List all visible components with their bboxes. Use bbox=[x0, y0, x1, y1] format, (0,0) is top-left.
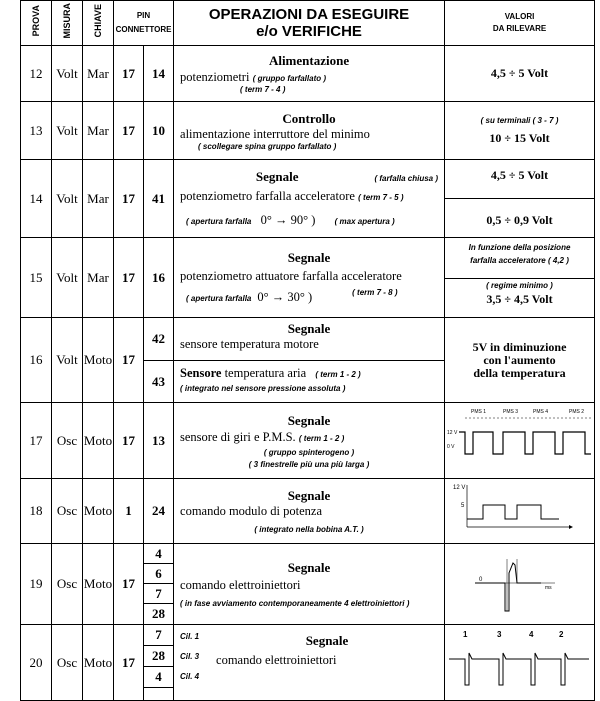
scope-label: PMS 3 bbox=[503, 408, 519, 415]
module-waveform-diagram bbox=[445, 479, 593, 539]
prova-cell: 12 bbox=[21, 46, 52, 102]
procedure-table bbox=[20, 0, 595, 701]
op-note: ( farfalla chiusa ) bbox=[374, 174, 439, 183]
op-note: ( scollegare spina gruppo farfallato ) bbox=[198, 141, 337, 151]
pin-b-cell: 24 bbox=[144, 479, 174, 544]
scope-label: PMS 4 bbox=[533, 408, 549, 415]
op-note: ( term 7 - 8 ) bbox=[352, 288, 398, 297]
header-chiave: CHIAVE bbox=[83, 1, 114, 46]
scope-label: 3 bbox=[497, 630, 502, 639]
pin-b-cell bbox=[144, 318, 174, 403]
op-line: comando elettroiniettori bbox=[180, 578, 301, 592]
scope-label: 4 bbox=[529, 630, 534, 639]
scope-trace bbox=[467, 505, 559, 519]
scope-label: ms bbox=[545, 585, 552, 591]
op-line: potenziometro farfalla acceleratore bbox=[180, 189, 355, 203]
misura-cell: Osc bbox=[52, 479, 83, 544]
scope-label: 12 V bbox=[447, 429, 458, 436]
pin-a-cell: 17 bbox=[114, 318, 144, 403]
op-line: temperatura aria bbox=[221, 365, 307, 380]
scope-label: PMS 1 bbox=[471, 408, 487, 415]
operation-cell bbox=[174, 479, 445, 544]
pin-value: 4 bbox=[144, 544, 173, 564]
value-cell bbox=[445, 403, 595, 479]
pin-value: 42 bbox=[144, 318, 173, 361]
value-text: 0,5 ÷ 0,9 Volt bbox=[486, 213, 553, 227]
value-note: farfalla acceleratore ( 4,2 ) bbox=[470, 255, 569, 265]
op-note: ( gruppo farfallato ) bbox=[252, 74, 327, 83]
pin-a-cell: 17 bbox=[114, 238, 144, 318]
scope-label: PMS 2 bbox=[569, 408, 585, 415]
chiave-cell: Mar bbox=[83, 46, 114, 102]
value-text: con l'aumento bbox=[483, 352, 556, 367]
op-title: Segnale bbox=[287, 320, 331, 336]
value-cell bbox=[445, 238, 595, 318]
cil-label: Cil. 4 bbox=[180, 672, 200, 681]
scope-arrow bbox=[569, 525, 573, 529]
chiave-cell: Moto bbox=[83, 544, 114, 625]
table-row bbox=[21, 102, 595, 160]
value-text: 5V in diminuzione bbox=[472, 339, 567, 354]
table-row bbox=[21, 403, 595, 479]
prova-cell: 15 bbox=[21, 238, 52, 318]
chiave-cell: Moto bbox=[83, 403, 114, 479]
prova-cell: 18 bbox=[21, 479, 52, 544]
misura-cell: Volt bbox=[52, 102, 83, 160]
value-cell bbox=[445, 544, 595, 625]
scope-label: 1 bbox=[463, 630, 468, 639]
op-line: sensore temperatura motore bbox=[180, 336, 319, 351]
value-cell: 4,5 ÷ 5 Volt bbox=[445, 46, 595, 102]
pin-value: 4 bbox=[144, 667, 173, 688]
chiave-cell: Moto bbox=[83, 318, 114, 403]
value-cell bbox=[445, 102, 595, 160]
misura-cell: Volt bbox=[52, 46, 83, 102]
pin-a-cell: 17 bbox=[114, 160, 144, 238]
op-line: sensore di giri e P.M.S. bbox=[180, 429, 296, 444]
op-note: ( integrato nella bobina A.T. ) bbox=[254, 525, 364, 534]
operation-cell bbox=[174, 238, 445, 318]
table-row bbox=[21, 160, 595, 238]
misura-cell: Volt bbox=[52, 318, 83, 403]
pin-value: 6 bbox=[144, 564, 173, 584]
op-line: potenziometri bbox=[180, 70, 250, 84]
op-note: ( term 7 - 4 ) bbox=[240, 85, 286, 94]
value-note: ( regime minimo ) bbox=[486, 280, 553, 290]
op-line: comando modulo di potenza bbox=[180, 504, 322, 518]
prova-cell: 13 bbox=[21, 102, 52, 160]
prova-cell: 20 bbox=[21, 625, 52, 701]
value-text: 10 ÷ 15 Volt bbox=[489, 130, 550, 145]
pin-value: 7 bbox=[144, 584, 173, 604]
op-title: Segnale bbox=[255, 169, 299, 184]
table-row bbox=[21, 625, 595, 701]
pin-a-cell: 17 bbox=[114, 403, 144, 479]
misura-cell: Osc bbox=[52, 403, 83, 479]
op-note: ( term 1 - 2 ) bbox=[298, 433, 345, 443]
chiave-cell: Mar bbox=[83, 102, 114, 160]
operation-cell bbox=[174, 160, 445, 238]
scope-trace bbox=[475, 563, 541, 611]
chiave-cell: Moto bbox=[83, 625, 114, 701]
pin-b-cell: 10 bbox=[144, 102, 174, 160]
op-title: Alimentazione bbox=[268, 53, 350, 68]
prova-cell: 19 bbox=[21, 544, 52, 625]
scope-trace bbox=[449, 653, 589, 685]
operation-cell bbox=[174, 625, 445, 701]
scope-label: 12 V bbox=[453, 485, 466, 491]
value-text: della temperatura bbox=[473, 365, 566, 380]
op-line: alimentazione interruttore del minimo bbox=[180, 126, 370, 141]
value-note: In funzione della posizione bbox=[468, 242, 571, 252]
scope-label: 5 bbox=[461, 503, 465, 509]
operation-cell bbox=[174, 544, 445, 625]
op-note: ( integrato nel sensore pressione assoluta ) bbox=[180, 383, 346, 393]
op-note: ( max apertura ) bbox=[334, 217, 395, 226]
table-row bbox=[21, 318, 595, 403]
chiave-cell: Moto bbox=[83, 479, 114, 544]
pin-value: 28 bbox=[144, 646, 173, 667]
header-prova: PROVA bbox=[21, 1, 52, 46]
value-note: ( su terminali ( 3 - 7 ) bbox=[480, 115, 559, 125]
scope-label: 0 bbox=[479, 577, 483, 583]
prova-cell: 17 bbox=[21, 403, 52, 479]
pin-b-cell bbox=[144, 544, 174, 625]
prova-cell: 16 bbox=[21, 318, 52, 403]
value-text: 3,5 ÷ 4,5 Volt bbox=[486, 291, 553, 306]
angle-text: 0° → 90° ) bbox=[260, 213, 316, 227]
scope-label: 0 V bbox=[447, 443, 455, 450]
prova-cell: 14 bbox=[21, 160, 52, 238]
pin-value: 7 bbox=[144, 625, 173, 646]
pms-waveform-diagram bbox=[445, 404, 593, 474]
operation-cell bbox=[174, 318, 445, 403]
table-row bbox=[21, 479, 595, 544]
op-title: Controllo bbox=[282, 110, 336, 126]
misura-cell: Volt bbox=[52, 238, 83, 318]
op-title: Segnale bbox=[305, 633, 349, 648]
sequence-waveform-diagram bbox=[445, 625, 593, 695]
op-title: Segnale bbox=[287, 412, 331, 428]
header-pin: PIN CONNETTORE bbox=[114, 1, 174, 46]
operation-cell bbox=[174, 46, 445, 102]
op-note: ( term 7 - 5 ) bbox=[358, 193, 404, 202]
pin-b-cell: 13 bbox=[144, 403, 174, 479]
scope-trace bbox=[459, 432, 591, 454]
op-line: comando elettroiniettori bbox=[216, 653, 337, 667]
op-line: potenziometro attuatore farfalla acceleratore bbox=[180, 269, 402, 283]
op-title: Segnale bbox=[287, 250, 331, 265]
pin-a-cell: 17 bbox=[114, 46, 144, 102]
pin-b-cell: 16 bbox=[144, 238, 174, 318]
op-note: ( 3 finestrelle più una più larga ) bbox=[248, 459, 370, 469]
table-row bbox=[21, 46, 595, 102]
misura-cell: Volt bbox=[52, 160, 83, 238]
pin-value: 28 bbox=[152, 606, 165, 621]
value-cell bbox=[445, 625, 595, 701]
scope-label: 2 bbox=[559, 630, 564, 639]
value-cell bbox=[445, 318, 595, 403]
chiave-cell: Mar bbox=[83, 160, 114, 238]
header-misura: MISURA bbox=[52, 1, 83, 46]
op-title: Segnale bbox=[287, 560, 331, 575]
op-note: ( term 1 - 2 ) bbox=[315, 369, 361, 379]
value-text: 4,5 ÷ 5 Volt bbox=[445, 160, 594, 199]
pin-a-cell: 1 bbox=[114, 479, 144, 544]
pin-a-cell: 17 bbox=[114, 625, 144, 701]
misura-cell: Osc bbox=[52, 625, 83, 701]
header-operations: OPERAZIONI DA ESEGUIRE e/o VERIFICHE bbox=[174, 1, 445, 46]
chiave-cell: Mar bbox=[83, 238, 114, 318]
op-line-bold: Sensore bbox=[180, 365, 222, 380]
injector-waveform-diagram bbox=[445, 545, 593, 619]
value-cell bbox=[445, 160, 595, 238]
op-note: ( apertura farfalla bbox=[186, 217, 252, 226]
pin-b-cell: 41 bbox=[144, 160, 174, 238]
op-note: ( gruppo spinterogeno ) bbox=[263, 447, 355, 457]
operation-cell bbox=[174, 102, 445, 160]
pin-value: 43 bbox=[152, 374, 165, 389]
pin-a-cell: 17 bbox=[114, 102, 144, 160]
header-values: VALORI DA RILEVARE bbox=[445, 1, 595, 46]
op-note: ( in fase avviamento contemporaneamente 4 elettroiniettori ) bbox=[180, 599, 410, 608]
pin-b-cell: 14 bbox=[144, 46, 174, 102]
op-title: Segnale bbox=[287, 488, 331, 503]
value-cell bbox=[445, 479, 595, 544]
table-row bbox=[21, 544, 595, 625]
cil-label: Cil. 1 bbox=[180, 632, 200, 641]
operation-cell bbox=[174, 403, 445, 479]
angle-text: 0° → 30° ) bbox=[257, 290, 313, 304]
cil-label: Cil. 3 bbox=[180, 652, 200, 661]
header-row bbox=[21, 1, 595, 46]
table-row bbox=[21, 238, 595, 318]
pin-a-cell: 17 bbox=[114, 544, 144, 625]
pin-b-cell bbox=[144, 625, 174, 701]
misura-cell: Osc bbox=[52, 544, 83, 625]
op-note: ( apertura farfalla bbox=[186, 294, 252, 303]
